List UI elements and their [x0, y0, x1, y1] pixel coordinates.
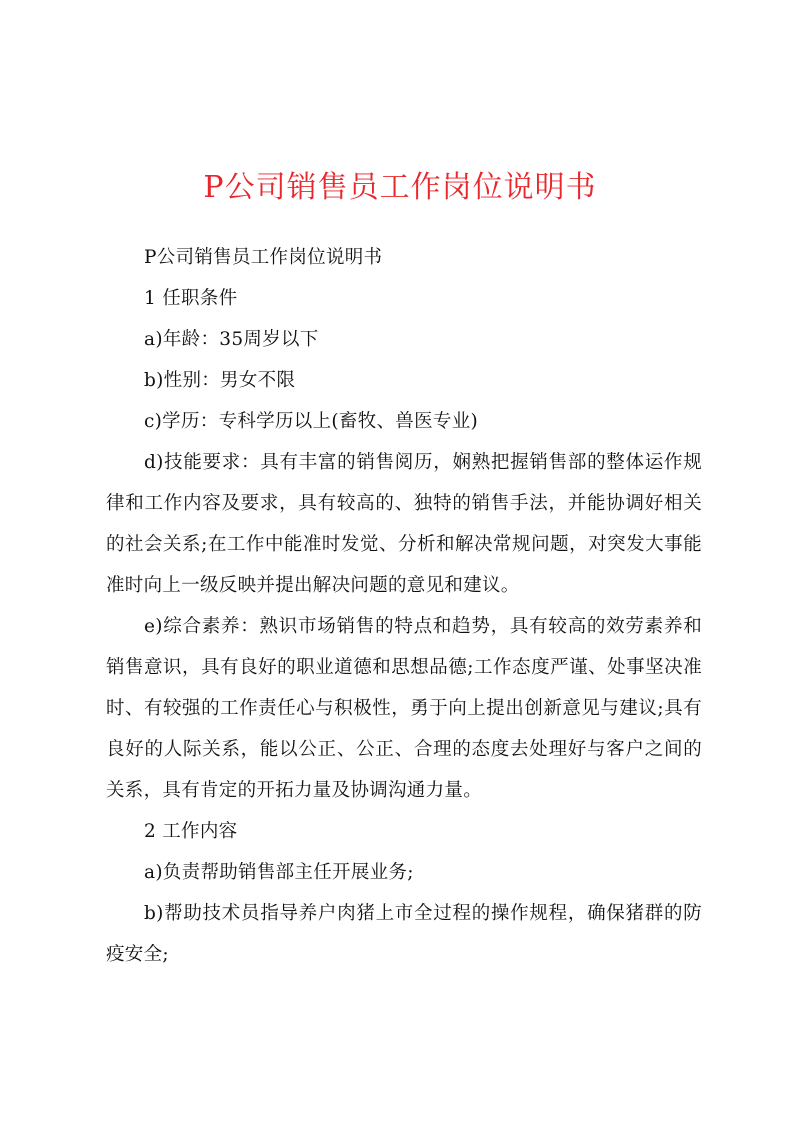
section-heading-qualifications: 1 任职条件 — [144, 288, 238, 309]
paragraph-age: a)年龄：35周岁以下 — [144, 329, 319, 350]
paragraph-gender: b)性别：男女不限 — [144, 370, 296, 391]
paragraph-education: c)学历：专科学历以上(畜牧、兽医专业) — [144, 411, 479, 432]
paragraph-duty-b: b)帮助技术员指导养户肉猪上市全过程的操作规程，确保猪群的防疫安全; — [106, 903, 702, 965]
paragraph-duty-a: a)负责帮助销售部主任开展业务; — [144, 862, 414, 883]
document-title: P公司销售员工作岗位说明书 — [203, 170, 597, 205]
paragraph-qualities: e)综合素养：熟识市场销售的特点和趋势，具有较高的效劳素养和销售意识，具有良好的职业道德和思想品德;工作态度严谨、处事坚决准时、有较强的工作责任心与积极性，勇于向上提出创新意见与建议;具有良好的人际关系，能以公正、公正、合理的态度去处理好与客户之间的关系，具有肯定的开拓力量及协调沟通力量。 — [106, 616, 702, 801]
paragraph-subtitle: P公司销售员工作岗位说明书 — [144, 247, 383, 268]
paragraph-skills: d)技能要求：具有丰富的销售阅历，娴熟把握销售部的整体运作规律和工作内容及要求，具有较高的、独特的销售手法，并能协调好相关的社会关系;在工作中能准时发觉、分析和解决常规问题，对突发大事能准时向上一级反映并提出解决问题的意见和建议。 — [106, 452, 702, 596]
document-body — [106, 237, 702, 975]
section-heading-duties: 2 工作内容 — [144, 821, 238, 842]
